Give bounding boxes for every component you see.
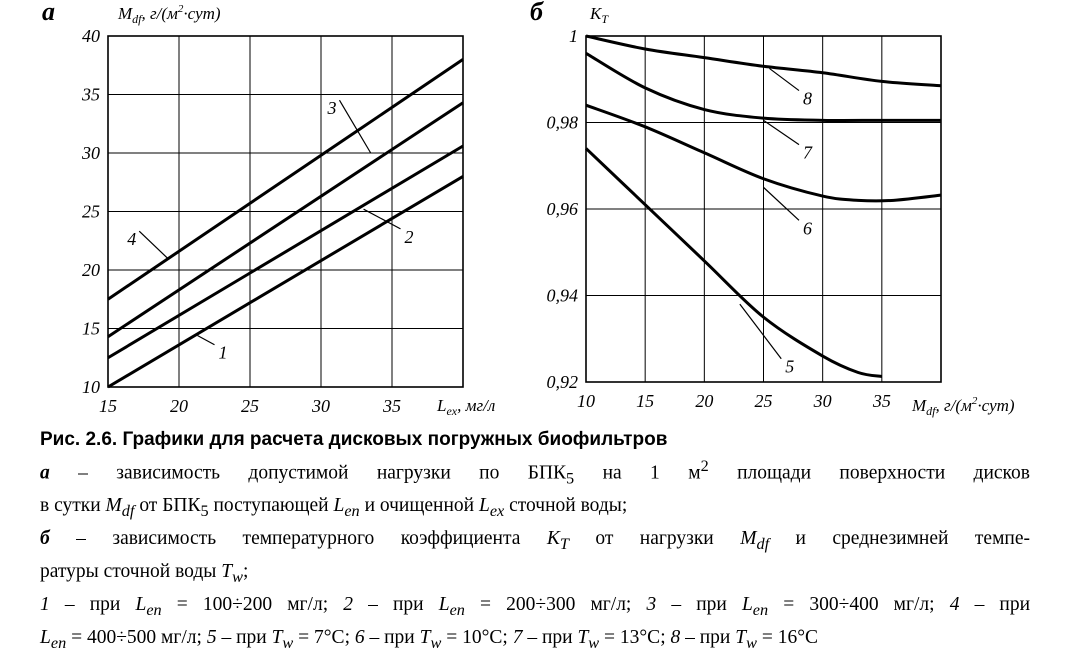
panel-a-y-tick-label: 40 [82, 26, 100, 46]
panel-a-x-axis-title: $L_{ex}$, мг/л [437, 396, 496, 418]
panel-a-y-tick-label: 20 [82, 260, 100, 280]
panel-a-series-3-label: 3 [327, 98, 337, 119]
panel-a-x-tick-label: 30 [312, 396, 330, 416]
panel-b-y-tick-label: 1 [569, 26, 578, 46]
caption-legend-line-1 [40, 591, 1030, 624]
legend-entry-2: 2 – при $L_{en} = 200\div 300$ мг/л; [343, 594, 647, 619]
panel-b-x-tick-label: 35 [872, 391, 891, 411]
caption-legend-line-2: $L_{en} = 400\div 500$ мг/л; 5 – при $T_w = 7^\circ C$; 6 – при $T_w = 10^\circ C$; 7 – при $T_w = 13^\circ C$; 8 – при $T_w = 16^\circ C$ [40, 626, 819, 652]
caption-a-line-1: а – зависимость допустимой нагрузки по $БПК_5$ на 1 $м^2$ площади поверхности дисков [40, 457, 1030, 488]
legend-entry-5: 5 – при $T_w = 7^\circ C$; [206, 626, 355, 652]
panel-b-y-tick-label: 0,96 [546, 199, 578, 219]
chart-panel-a [42, 0, 495, 418]
panel-b-series-6-leader [764, 187, 800, 220]
panel-a-series-1-line [108, 176, 463, 387]
panel-b-series-7-label: 7 [803, 142, 812, 163]
panel-b-y-tick-label: 0,98 [546, 112, 578, 133]
panel-a-ticks [81, 26, 401, 416]
panel-b-series-8-label: 8 [803, 88, 812, 109]
caption-a-line-2: в сутки $M_{df}$ от $БПК_5$ поступающей $L_{en}$ и очищенной $L_{ex}$ сточной воды; [40, 495, 628, 521]
panel-a-letter: а [42, 0, 55, 26]
legend-entry-4: 4 – при [949, 594, 1031, 616]
panel-a-x-tick-label: 20 [170, 396, 188, 416]
panel-b-series-8-leader [769, 68, 799, 90]
chart-panel-b [530, 0, 1015, 418]
panel-b-series-7-leader [764, 120, 800, 144]
legend-entry-6: 6 – при $T_w = 10^\circ C$; [354, 626, 513, 652]
panel-a-series-1-leader [197, 336, 214, 345]
panel-a-y-tick-label: 25 [82, 201, 100, 222]
panel-a-grid [108, 36, 463, 387]
panel-b-series-5-line [586, 148, 882, 376]
legend-entry-7: 7 – при $T_w = 13^\circ C$; [512, 626, 671, 652]
panel-b-series-5-label: 5 [785, 356, 795, 377]
panel-b-y-tick-label: 0,92 [546, 372, 578, 392]
legend-entry-8: 8 – при $T_w = 16^\circ C$ [670, 626, 819, 652]
panel-a-y-tick-label: 15 [82, 318, 100, 339]
panel-a-x-tick-label: 25 [241, 396, 259, 416]
panel-a-y-tick-label: 10 [82, 377, 100, 397]
panel-b-y-tick-label: 0,94 [546, 285, 578, 306]
legend-entry-1: 1 – при $L_{en} = 100\div 200$ мг/л; [40, 594, 344, 619]
panel-b-x-axis-title: $M_{df}$, $г/(м^2\cdot сут)$ [912, 395, 1015, 418]
panel-a-x-tick-label: 35 [383, 396, 401, 416]
panel-a-series-4-leader [139, 231, 167, 258]
panel-b-letter: б [530, 0, 543, 26]
figure-caption [40, 426, 1030, 657]
panel-b-x-tick-label: 30 [813, 391, 832, 411]
panel-a-y-tick-label: 35 [82, 84, 100, 105]
panel-a-x-tick-label: 15 [99, 396, 117, 416]
caption-title: Рис. 2.6. Графики для расчета дисковых погружных биофильтров [40, 429, 668, 450]
legend-entry-3: 3 – при $L_{en} = 300\div 400$ мг/л; [646, 594, 950, 619]
panel-b-x-tick-label: 25 [754, 391, 773, 411]
caption-b-line-1: б – зависимость температурного коэффициента $K_T$ от нагрузки $M_{df}$ и среднезимней темпе- [40, 528, 1030, 554]
panel-b-grid [586, 36, 941, 382]
panel-a-series-2-label: 2 [404, 226, 414, 247]
panel-b-x-tick-label: 20 [695, 391, 714, 411]
panel-a-series [108, 59, 463, 387]
caption-b-line-2: ратуры сточной воды $T_w$; [40, 561, 249, 587]
panel-a-series-3-line [108, 103, 463, 337]
panel-b-series-6-label: 6 [803, 218, 812, 239]
panel-b-series-5-leader [740, 304, 781, 359]
panel-a-series-1-label: 1 [218, 342, 228, 363]
panel-b-ticks [547, 26, 891, 411]
panel-b-x-tick-label: 10 [577, 391, 595, 411]
panel-b-y-axis-title: $K_T$ [590, 4, 609, 26]
panel-a-series-4-label: 4 [127, 229, 137, 250]
panel-b-x-tick-label: 15 [636, 391, 655, 411]
panel-a-y-tick-label: 30 [82, 143, 100, 163]
panel-a-y-axis-title: $M_{df}$, $г/(м^2\cdot сут)$ [118, 3, 221, 26]
